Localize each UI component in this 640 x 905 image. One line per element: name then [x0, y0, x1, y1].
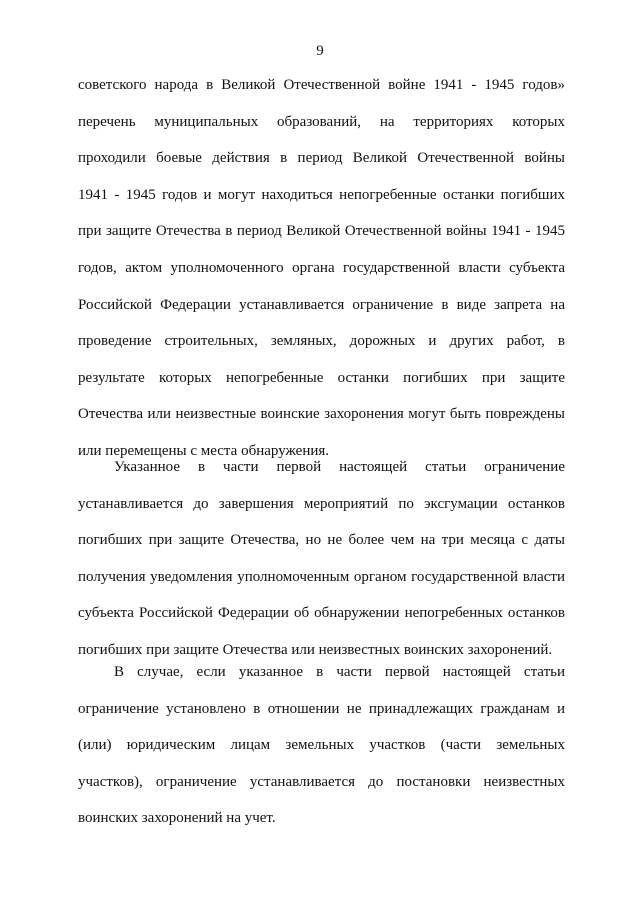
text-line: Отечества или неизвестные воинские захоронения могут быть повреждены — [78, 406, 565, 423]
text-line: перечень муниципальных образований, на территориях которых — [78, 113, 565, 130]
page-number: 9 — [316, 43, 324, 59]
text-line: или перемещены с места обнаружения. — [78, 442, 330, 459]
text-line: получения уведомления уполномоченным органом государственной власти — [78, 568, 565, 585]
text-line: 1941 - 1945 годов и могут находиться непогребенные останки погибших — [78, 186, 565, 203]
text-line: погибших при защите Отечества, но не более чем на три месяца с даты — [78, 532, 565, 549]
text-line: воинских захоронений на учет. — [78, 810, 276, 827]
text-line: (или) юридическим лицам земельных участков (части земельных — [78, 737, 565, 754]
text-line: ограничение установлено в отношении не принадлежащих гражданам и — [78, 700, 565, 717]
text-line: при защите Отечества в период Великой Отечественной войны 1941 - 1945 — [78, 223, 565, 240]
paragraph-3 — [78, 663, 565, 846]
text-line: Российской Федерации устанавливается ограничение в виде запрета на — [78, 296, 565, 313]
text-line: В случае, если указанное в части первой настоящей статьи — [114, 664, 565, 680]
text-line: субъекта Российской Федерации об обнаружении непогребенных останков — [78, 605, 565, 622]
text-line: советского народа в Великой Отечественной войне 1941 - 1945 годов» — [78, 77, 565, 93]
text-line: проведение строительных, земляных, дорожных и других работ, в — [78, 333, 565, 350]
paragraph-2 — [78, 458, 565, 678]
text-line: годов, актом уполномоченного органа государственной власти субъекта — [78, 259, 565, 276]
text-line: проходили боевые действия в период Великой Отечественной войны — [78, 150, 565, 167]
paragraph-1 — [78, 76, 565, 479]
text-line: Указанное в части первой настоящей статьи ограничение — [114, 459, 565, 475]
text-line: погибших при защите Отечества или неизвестных воинских захоронений. — [78, 641, 553, 658]
text-line: результате которых непогребенные останки погибших при защите — [78, 369, 565, 386]
text-line: участков), ограничение устанавливается до постановки неизвестных — [78, 773, 565, 790]
text-line: устанавливается до завершения мероприятий по эксгумации останков — [78, 495, 565, 512]
